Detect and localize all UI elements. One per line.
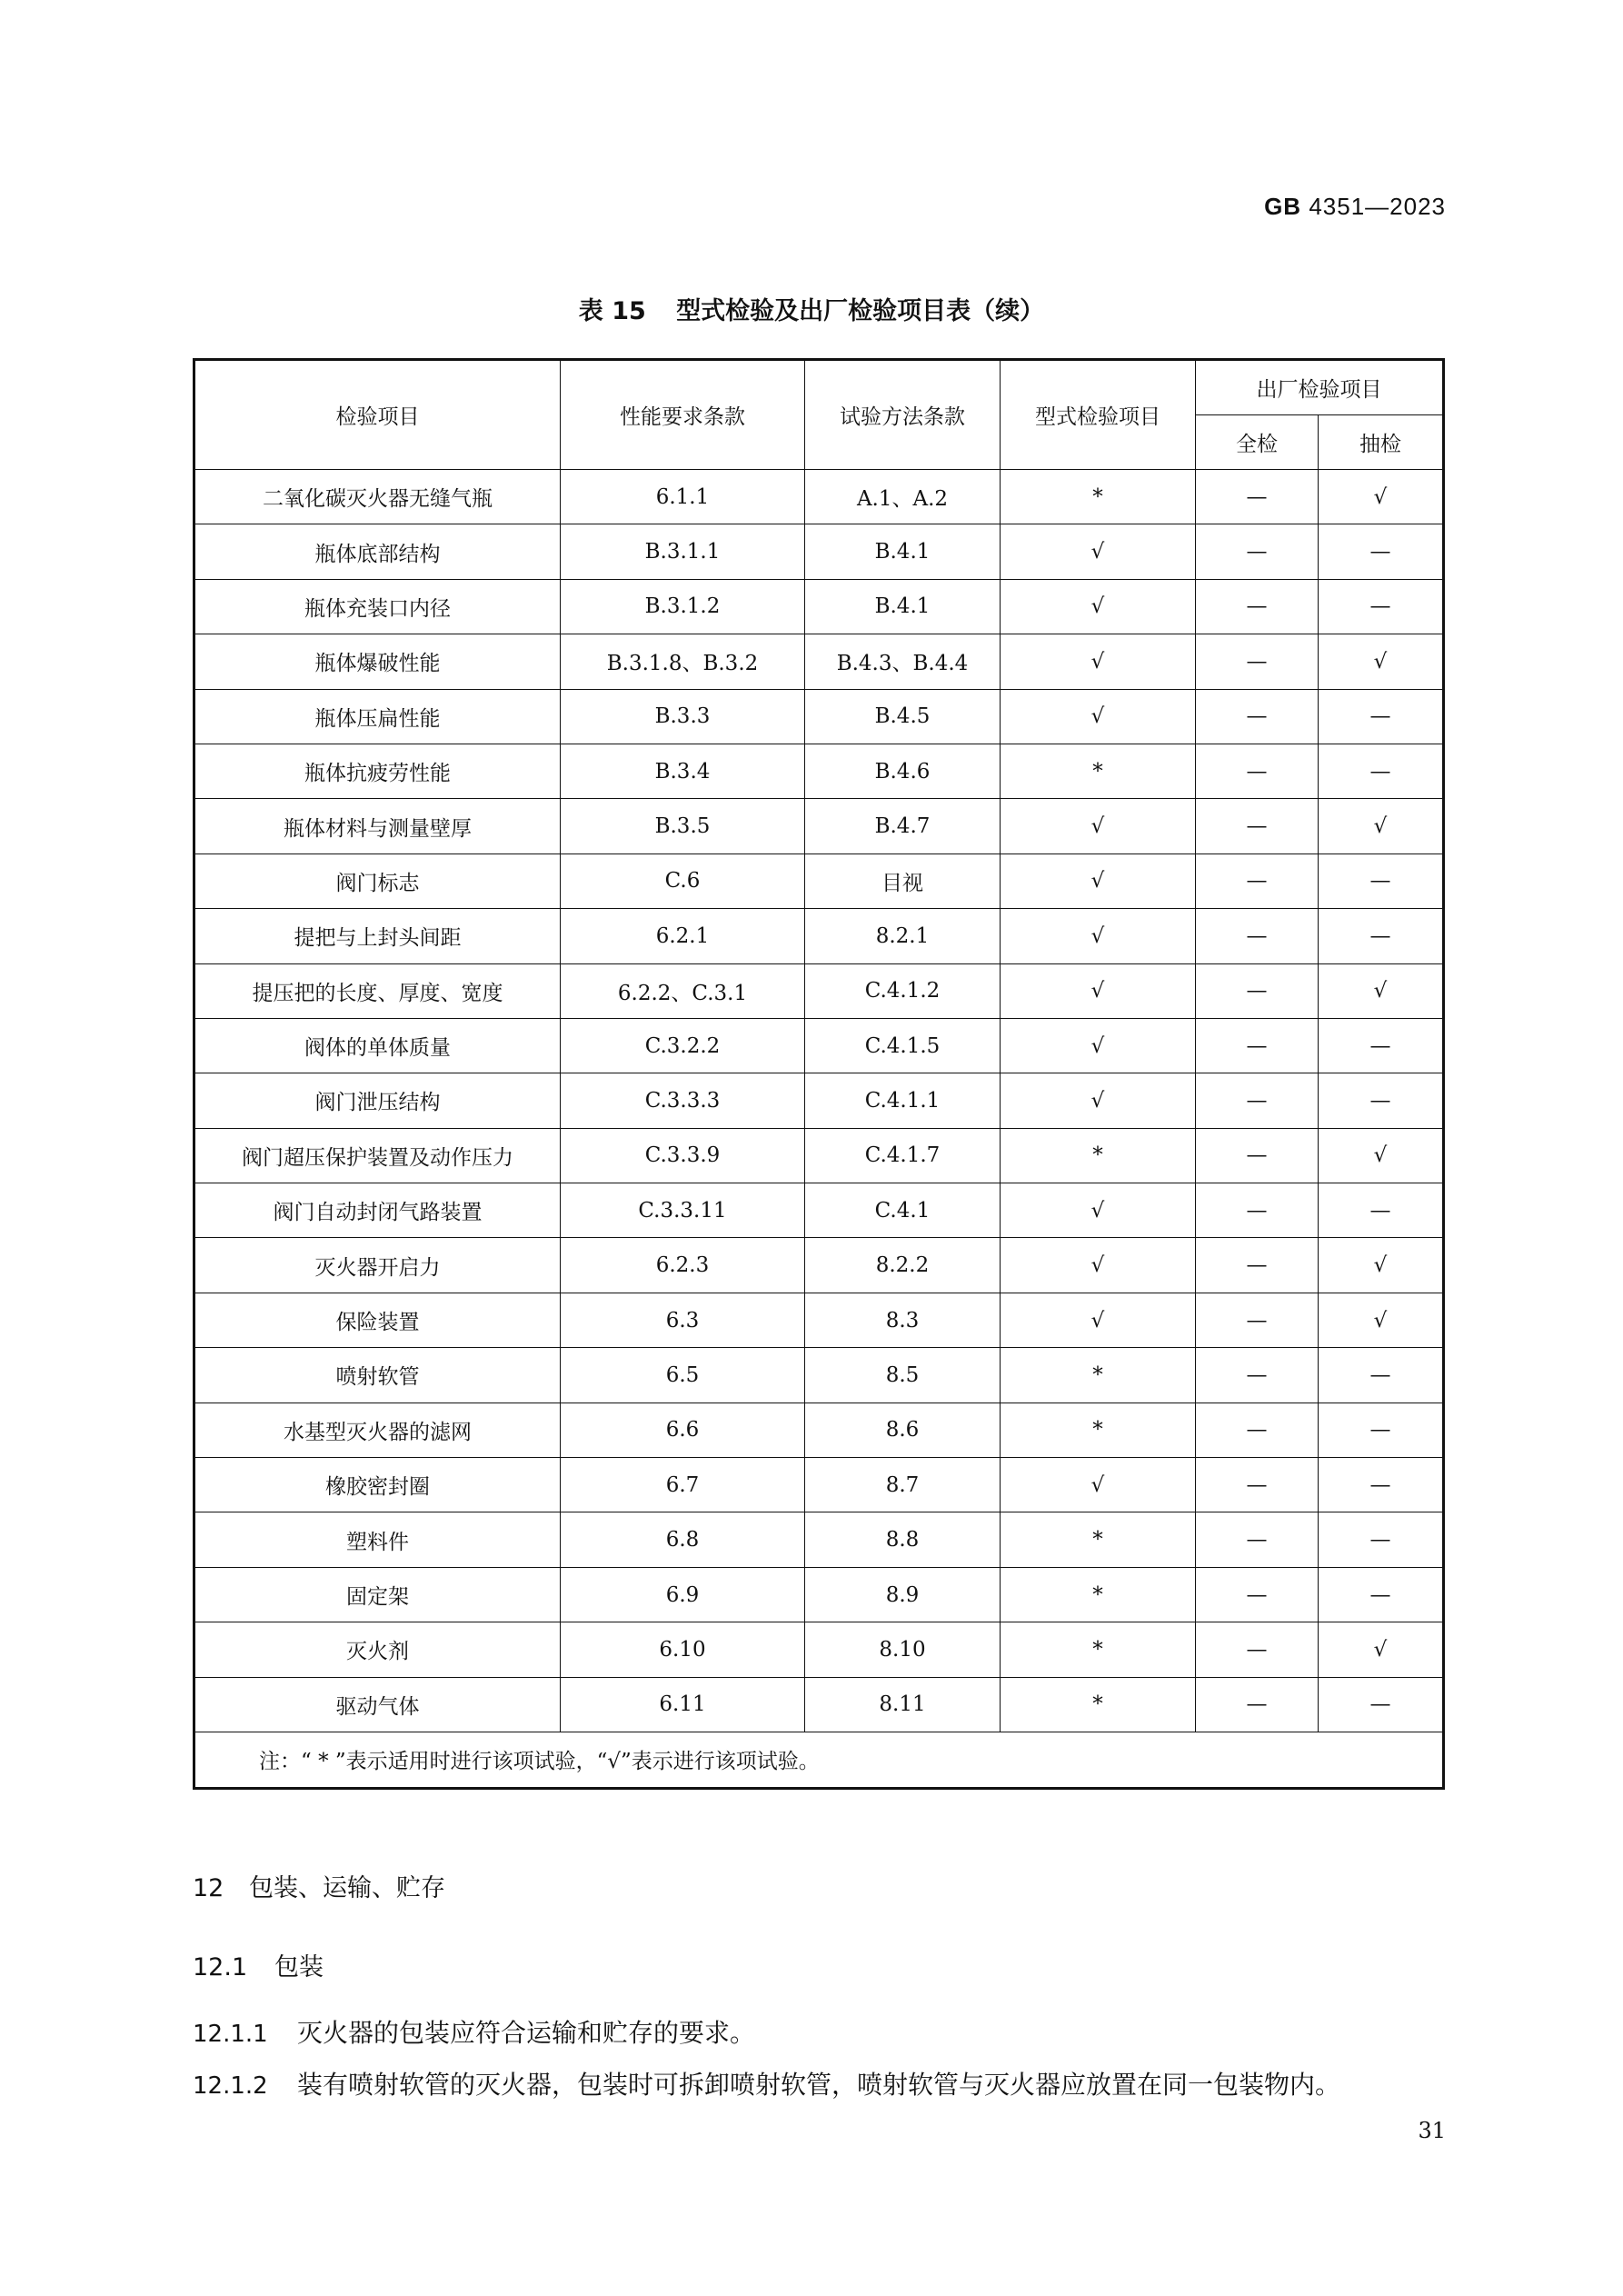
cell-item: 阀门自动封闭气路装置 <box>194 1183 561 1238</box>
cell-method: C.4.1.1 <box>805 1073 1001 1128</box>
cell-sample-inspection: — <box>1319 689 1444 744</box>
cell-full-inspection: — <box>1196 1403 1319 1457</box>
cell-full-inspection: — <box>1196 634 1319 689</box>
cell-method: B.4.1 <box>805 524 1001 579</box>
cell-requirement: 6.9 <box>561 1567 805 1622</box>
cell-type-test: √ <box>1001 1458 1196 1512</box>
cell-full-inspection: — <box>1196 689 1319 744</box>
header-factory-test: 出厂检验项目 <box>1196 360 1444 415</box>
cell-method: 8.2.2 <box>805 1238 1001 1293</box>
cell-method: 8.5 <box>805 1348 1001 1403</box>
cell-requirement: C.3.3.11 <box>561 1183 805 1238</box>
cell-method: C.4.1 <box>805 1183 1001 1238</box>
cell-item: 固定架 <box>194 1567 561 1622</box>
cell-item: 提把与上封头间距 <box>194 909 561 963</box>
cell-method: 8.8 <box>805 1512 1001 1567</box>
cell-sample-inspection: — <box>1319 1018 1444 1073</box>
cell-requirement: C.3.2.2 <box>561 1018 805 1073</box>
cell-method: B.4.5 <box>805 689 1001 744</box>
cell-requirement: 6.11 <box>561 1677 805 1732</box>
cell-sample-inspection: — <box>1319 1183 1444 1238</box>
cell-requirement: C.3.3.9 <box>561 1128 805 1183</box>
table-row <box>194 1128 1444 1183</box>
section-heading-12-1 <box>193 1947 324 1982</box>
cell-type-test: * <box>1001 1512 1196 1567</box>
cell-requirement: C.3.3.3 <box>561 1073 805 1128</box>
cell-type-test: √ <box>1001 634 1196 689</box>
cell-requirement: 6.7 <box>561 1458 805 1512</box>
cell-type-test: √ <box>1001 524 1196 579</box>
table-row <box>194 1238 1444 1293</box>
page-number: 31 <box>1418 2118 1446 2143</box>
cell-requirement: 6.2.1 <box>561 909 805 963</box>
cell-item: 阀门超压保护装置及动作压力 <box>194 1128 561 1183</box>
header-requirement: 性能要求条款 <box>561 360 805 470</box>
cell-full-inspection: — <box>1196 1183 1319 1238</box>
cell-full-inspection: — <box>1196 1622 1319 1677</box>
table-row <box>194 579 1444 634</box>
cell-type-test: * <box>1001 1622 1196 1677</box>
table-row <box>194 470 1444 524</box>
cell-requirement: B.3.3 <box>561 689 805 744</box>
header-item: 检验项目 <box>194 360 561 470</box>
section-number: 12 <box>193 1874 224 1902</box>
cell-type-test: √ <box>1001 909 1196 963</box>
cell-item: 瓶体充装口内径 <box>194 579 561 634</box>
cell-type-test: * <box>1001 1348 1196 1403</box>
cell-item: 阀门泄压结构 <box>194 1073 561 1128</box>
table-row <box>194 524 1444 579</box>
cell-sample-inspection: √ <box>1319 1293 1444 1347</box>
cell-sample-inspection: — <box>1319 1403 1444 1457</box>
cell-type-test: * <box>1001 1567 1196 1622</box>
cell-requirement: 6.5 <box>561 1348 805 1403</box>
clause-number: 12.1.2 <box>193 2072 268 2100</box>
cell-full-inspection: — <box>1196 1293 1319 1347</box>
table-row <box>194 963 1444 1018</box>
cell-type-test: √ <box>1001 579 1196 634</box>
table-caption <box>0 291 1623 326</box>
cell-item: 灭火器开启力 <box>194 1238 561 1293</box>
cell-full-inspection: — <box>1196 579 1319 634</box>
cell-type-test: √ <box>1001 963 1196 1018</box>
cell-method: 8.7 <box>805 1458 1001 1512</box>
cell-method: 8.3 <box>805 1293 1001 1347</box>
table-row <box>194 1403 1444 1457</box>
cell-type-test: √ <box>1001 1018 1196 1073</box>
table-caption-number: 表 15 <box>578 297 646 325</box>
header-type-test: 型式检验项目 <box>1001 360 1196 470</box>
table-row <box>194 1073 1444 1128</box>
section-title: 包装、运输、贮存 <box>249 1874 445 1902</box>
cell-sample-inspection: — <box>1319 1073 1444 1128</box>
standard-code-prefix: GB <box>1264 193 1302 220</box>
cell-full-inspection: — <box>1196 854 1319 908</box>
table-row <box>194 1458 1444 1512</box>
table-row <box>194 1018 1444 1073</box>
section-title: 包装 <box>274 1953 324 1982</box>
cell-item: 保险装置 <box>194 1293 561 1347</box>
cell-full-inspection: — <box>1196 744 1319 798</box>
cell-requirement: 6.1.1 <box>561 470 805 524</box>
table-row <box>194 1622 1444 1677</box>
cell-sample-inspection: √ <box>1319 1128 1444 1183</box>
cell-full-inspection: — <box>1196 1238 1319 1293</box>
cell-requirement: B.3.4 <box>561 744 805 798</box>
table-note: 注：“ * ”表示适用时进行该项试验，“√”表示进行该项试验。 <box>194 1732 1444 1788</box>
cell-requirement: B.3.1.2 <box>561 579 805 634</box>
cell-item: 提压把的长度、厚度、宽度 <box>194 963 561 1018</box>
cell-item: 瓶体材料与测量壁厚 <box>194 799 561 854</box>
cell-sample-inspection: — <box>1319 1567 1444 1622</box>
cell-full-inspection: — <box>1196 470 1319 524</box>
cell-method: 8.11 <box>805 1677 1001 1732</box>
cell-method: B.4.3、B.4.4 <box>805 634 1001 689</box>
cell-full-inspection: — <box>1196 963 1319 1018</box>
cell-item: 瓶体爆破性能 <box>194 634 561 689</box>
cell-requirement: B.3.1.8、B.3.2 <box>561 634 805 689</box>
cell-method: B.4.1 <box>805 579 1001 634</box>
cell-sample-inspection: √ <box>1319 1622 1444 1677</box>
table-row <box>194 854 1444 908</box>
standard-code <box>1264 193 1446 221</box>
cell-sample-inspection: — <box>1319 909 1444 963</box>
cell-method: A.1、A.2 <box>805 470 1001 524</box>
table-body <box>194 470 1444 1732</box>
cell-full-inspection: — <box>1196 1018 1319 1073</box>
cell-method: 8.10 <box>805 1622 1001 1677</box>
cell-method: C.4.1.2 <box>805 963 1001 1018</box>
cell-sample-inspection: √ <box>1319 1238 1444 1293</box>
table-row <box>194 744 1444 798</box>
cell-full-inspection: — <box>1196 524 1319 579</box>
cell-item: 瓶体压扁性能 <box>194 689 561 744</box>
clause-text: 灭火器的包装应符合运输和贮存的要求。 <box>297 2018 756 2048</box>
cell-type-test: * <box>1001 1677 1196 1732</box>
cell-type-test: √ <box>1001 854 1196 908</box>
clause-text: 装有喷射软管的灭火器，包装时可拆卸喷射软管，喷射软管与灭火器应放置在同一包装物内。 <box>297 2070 1341 2100</box>
cell-method: C.4.1.5 <box>805 1018 1001 1073</box>
cell-type-test: √ <box>1001 1183 1196 1238</box>
cell-full-inspection: — <box>1196 1567 1319 1622</box>
cell-full-inspection: — <box>1196 1128 1319 1183</box>
cell-sample-inspection: — <box>1319 854 1444 908</box>
cell-type-test: √ <box>1001 1293 1196 1347</box>
cell-type-test: √ <box>1001 799 1196 854</box>
cell-full-inspection: — <box>1196 799 1319 854</box>
cell-sample-inspection: — <box>1319 524 1444 579</box>
cell-requirement: 6.10 <box>561 1622 805 1677</box>
cell-requirement: 6.2.2、C.3.1 <box>561 963 805 1018</box>
table-row <box>194 634 1444 689</box>
paragraph-12-1-2 <box>193 2065 1340 2101</box>
header-full-inspection: 全检 <box>1196 415 1319 470</box>
cell-requirement: 6.6 <box>561 1403 805 1457</box>
table-row <box>194 1512 1444 1567</box>
cell-type-test: * <box>1001 744 1196 798</box>
cell-sample-inspection: — <box>1319 1677 1444 1732</box>
table-row <box>194 1348 1444 1403</box>
clause-number: 12.1.1 <box>193 2021 268 2048</box>
cell-sample-inspection: √ <box>1319 963 1444 1018</box>
cell-full-inspection: — <box>1196 1073 1319 1128</box>
table-header <box>194 360 1444 470</box>
cell-item: 灭火剂 <box>194 1622 561 1677</box>
cell-full-inspection: — <box>1196 1458 1319 1512</box>
cell-item: 瓶体底部结构 <box>194 524 561 579</box>
cell-sample-inspection: √ <box>1319 470 1444 524</box>
cell-type-test: √ <box>1001 689 1196 744</box>
cell-sample-inspection: — <box>1319 1512 1444 1567</box>
cell-requirement: B.3.5 <box>561 799 805 854</box>
paragraph-12-1-1 <box>193 2013 755 2050</box>
cell-requirement: 6.8 <box>561 1512 805 1567</box>
inspection-items-table <box>193 358 1445 1790</box>
cell-item: 阀体的单体质量 <box>194 1018 561 1073</box>
cell-item: 二氧化碳灭火器无缝气瓶 <box>194 470 561 524</box>
table-row <box>194 1677 1444 1732</box>
cell-item: 驱动气体 <box>194 1677 561 1732</box>
header-method: 试验方法条款 <box>805 360 1001 470</box>
cell-type-test: * <box>1001 1128 1196 1183</box>
cell-full-inspection: — <box>1196 1512 1319 1567</box>
cell-method: B.4.7 <box>805 799 1001 854</box>
cell-requirement: C.6 <box>561 854 805 908</box>
table-row <box>194 909 1444 963</box>
table-row <box>194 1567 1444 1622</box>
cell-item: 阀门标志 <box>194 854 561 908</box>
cell-type-test: √ <box>1001 1238 1196 1293</box>
cell-method: C.4.1.7 <box>805 1128 1001 1183</box>
cell-method: 8.9 <box>805 1567 1001 1622</box>
cell-method: B.4.6 <box>805 744 1001 798</box>
cell-item: 塑料件 <box>194 1512 561 1567</box>
cell-type-test: * <box>1001 470 1196 524</box>
header-sample-inspection: 抽检 <box>1319 415 1444 470</box>
section-heading-12 <box>193 1868 445 1903</box>
cell-type-test: √ <box>1001 1073 1196 1128</box>
standard-code-year: 4351—2023 <box>1309 193 1446 220</box>
cell-method: 8.2.1 <box>805 909 1001 963</box>
cell-sample-inspection: — <box>1319 579 1444 634</box>
cell-sample-inspection: √ <box>1319 634 1444 689</box>
cell-requirement: 6.3 <box>561 1293 805 1347</box>
cell-method: 目视 <box>805 854 1001 908</box>
cell-sample-inspection: — <box>1319 1458 1444 1512</box>
cell-item: 喷射软管 <box>194 1348 561 1403</box>
table-row <box>194 1293 1444 1347</box>
cell-sample-inspection: — <box>1319 744 1444 798</box>
cell-full-inspection: — <box>1196 1348 1319 1403</box>
table-caption-title: 型式检验及出厂检验项目表（续） <box>676 297 1045 325</box>
cell-type-test: * <box>1001 1403 1196 1457</box>
table-row <box>194 689 1444 744</box>
cell-sample-inspection: — <box>1319 1348 1444 1403</box>
cell-item: 橡胶密封圈 <box>194 1458 561 1512</box>
cell-sample-inspection: √ <box>1319 799 1444 854</box>
cell-requirement: 6.2.3 <box>561 1238 805 1293</box>
cell-full-inspection: — <box>1196 909 1319 963</box>
table-row <box>194 1183 1444 1238</box>
cell-item: 瓶体抗疲劳性能 <box>194 744 561 798</box>
cell-full-inspection: — <box>1196 1677 1319 1732</box>
section-number: 12.1 <box>193 1953 248 1982</box>
table-row <box>194 799 1444 854</box>
cell-item: 水基型灭火器的滤网 <box>194 1403 561 1457</box>
cell-method: 8.6 <box>805 1403 1001 1457</box>
cell-requirement: B.3.1.1 <box>561 524 805 579</box>
